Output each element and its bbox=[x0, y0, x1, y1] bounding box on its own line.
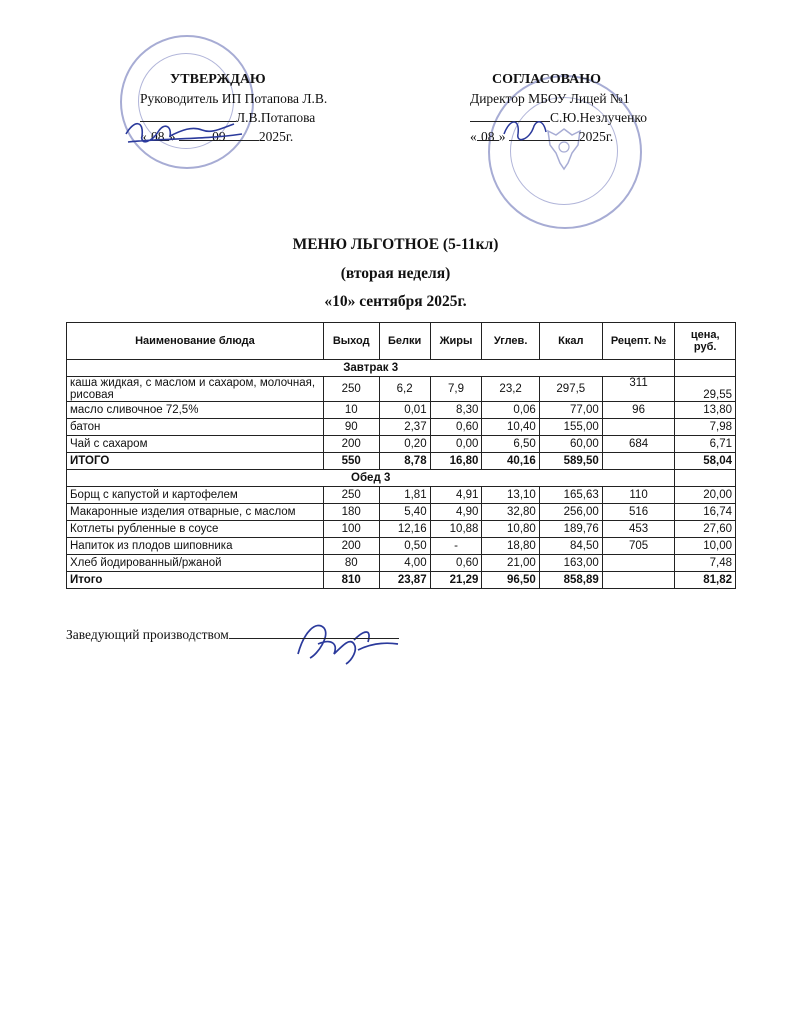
cell-carb: 23,2 bbox=[482, 377, 539, 402]
cell-fat: - bbox=[430, 538, 482, 555]
cell-recipe: 311 bbox=[602, 377, 675, 402]
approve-signer: Л.В.Потапова bbox=[236, 110, 316, 125]
cell-recipe bbox=[602, 453, 675, 470]
cell-fat: 8,30 bbox=[430, 402, 482, 419]
cell-protein: 5,40 bbox=[379, 504, 430, 521]
cell-protein: 6,2 bbox=[379, 377, 430, 402]
date-quote-close: » bbox=[168, 129, 176, 144]
cell-name: Макаронные изделия отварные, с маслом bbox=[67, 504, 324, 521]
col-header-kcal: Ккал bbox=[539, 323, 602, 360]
cell-output: 180 bbox=[323, 504, 379, 521]
cell-name: Борщ с капустой и картофелем bbox=[67, 487, 324, 504]
footer-signature-line bbox=[66, 625, 399, 643]
cell-kcal: 165,63 bbox=[539, 487, 602, 504]
cell-price: 58,04 bbox=[675, 453, 736, 470]
cell-name: батон bbox=[67, 419, 324, 436]
cell-output: 10 bbox=[323, 402, 379, 419]
cell-kcal: 155,00 bbox=[539, 419, 602, 436]
cell-protein: 8,78 bbox=[379, 453, 430, 470]
section-row-lunch bbox=[67, 470, 736, 487]
cell-price: 6,71 bbox=[675, 436, 736, 453]
cell-carb: 10,40 bbox=[482, 419, 539, 436]
cell-kcal: 189,76 bbox=[539, 521, 602, 538]
menu-table bbox=[66, 322, 736, 589]
agreed-title: СОГЛАСОВАНО bbox=[492, 72, 601, 87]
cell-carb: 96,50 bbox=[482, 572, 539, 589]
table-row bbox=[67, 538, 736, 555]
cell-fat: 4,90 bbox=[430, 504, 482, 521]
cell-output: 80 bbox=[323, 555, 379, 572]
section-title: Завтрак 3 bbox=[67, 360, 675, 377]
table-row bbox=[67, 419, 736, 436]
cell-fat: 16,80 bbox=[430, 453, 482, 470]
cell-price: 7,98 bbox=[675, 419, 736, 436]
cell-price: 16,74 bbox=[675, 504, 736, 521]
cell-kcal: 60,00 bbox=[539, 436, 602, 453]
table-row bbox=[67, 402, 736, 419]
cell-output: 90 bbox=[323, 419, 379, 436]
cell-recipe bbox=[602, 419, 675, 436]
date-quote-open: « bbox=[470, 129, 477, 144]
cell-name: ИТОГО bbox=[67, 453, 324, 470]
cell-name: каша жидкая, с маслом и сахаром, молочная, рисовая bbox=[67, 377, 324, 402]
date-quote-close: » bbox=[498, 129, 506, 144]
cell-output: 550 bbox=[323, 453, 379, 470]
cell-fat: 10,88 bbox=[430, 521, 482, 538]
cell-protein: 0,20 bbox=[379, 436, 430, 453]
date-day: 08 bbox=[147, 127, 169, 141]
cell-price: 10,00 bbox=[675, 538, 736, 555]
cell-price: 27,60 bbox=[675, 521, 736, 538]
menu-week: (вторая неделя) bbox=[340, 265, 451, 282]
col-header-name: Наименование блюда bbox=[67, 323, 324, 360]
signature-line bbox=[229, 625, 399, 639]
handwritten-signature-right bbox=[500, 112, 550, 147]
cell-protein: 1,81 bbox=[379, 487, 430, 504]
cell-fat: 0,00 bbox=[430, 436, 482, 453]
cell-recipe: 705 bbox=[602, 538, 675, 555]
cell-recipe bbox=[602, 572, 675, 589]
cell-protein: 2,37 bbox=[379, 419, 430, 436]
cell-fat: 0,60 bbox=[430, 419, 482, 436]
table-row bbox=[67, 377, 736, 402]
cell-recipe: 96 bbox=[602, 402, 675, 419]
cell-carb: 0,06 bbox=[482, 402, 539, 419]
date-quote-open: « bbox=[140, 129, 147, 144]
col-header-carb: Углев. bbox=[482, 323, 539, 360]
section-row-breakfast bbox=[67, 360, 736, 377]
cell-name: масло сливочное 72,5% bbox=[67, 402, 324, 419]
date-month: 09 bbox=[179, 127, 259, 141]
cell-kcal: 858,89 bbox=[539, 572, 602, 589]
cell-fat: 7,9 bbox=[430, 377, 482, 402]
total-row-breakfast bbox=[67, 453, 736, 470]
table-row bbox=[67, 504, 736, 521]
cell-protein: 0,01 bbox=[379, 402, 430, 419]
cell-recipe: 684 bbox=[602, 436, 675, 453]
col-header-recipe: Рецепт. № bbox=[602, 323, 675, 360]
table-row bbox=[67, 436, 736, 453]
cell-kcal: 256,00 bbox=[539, 504, 602, 521]
cell-price: 13,80 bbox=[675, 402, 736, 419]
cell-name: Чай с сахаром bbox=[67, 436, 324, 453]
cell-recipe: 110 bbox=[602, 487, 675, 504]
cell-output: 200 bbox=[323, 538, 379, 555]
col-header-fat: Жиры bbox=[430, 323, 482, 360]
table-row bbox=[67, 555, 736, 572]
footer-label: Заведующий производством bbox=[66, 627, 229, 642]
cell-protein: 23,87 bbox=[379, 572, 430, 589]
cell-output: 250 bbox=[323, 377, 379, 402]
agreed-signer: С.Ю.Незлученко bbox=[550, 110, 647, 125]
cell-price: 7,48 bbox=[675, 555, 736, 572]
approve-title: УТВЕРЖДАЮ bbox=[170, 72, 266, 87]
table-row bbox=[67, 487, 736, 504]
cell-carb: 40,16 bbox=[482, 453, 539, 470]
cell-carb: 10,80 bbox=[482, 521, 539, 538]
cell-fat: 21,29 bbox=[430, 572, 482, 589]
cell-carb: 32,80 bbox=[482, 504, 539, 521]
cell-protein: 0,50 bbox=[379, 538, 430, 555]
section-title: Обед 3 bbox=[67, 470, 675, 487]
col-header-price: цена, руб. bbox=[675, 323, 736, 360]
total-row-lunch bbox=[67, 572, 736, 589]
cell-carb: 13,10 bbox=[482, 487, 539, 504]
cell-price: 20,00 bbox=[675, 487, 736, 504]
cell-carb: 6,50 bbox=[482, 436, 539, 453]
cell-carb: 18,80 bbox=[482, 538, 539, 555]
cell-kcal: 77,00 bbox=[539, 402, 602, 419]
agreed-position: Директор МБОУ Лицей №1 bbox=[470, 91, 630, 106]
cell-price: 29,55 bbox=[675, 377, 736, 402]
col-header-output: Выход bbox=[323, 323, 379, 360]
cell-fat: 4,91 bbox=[430, 487, 482, 504]
cell-protein: 12,16 bbox=[379, 521, 430, 538]
cell-recipe bbox=[602, 555, 675, 572]
cell-carb: 21,00 bbox=[482, 555, 539, 572]
cell-kcal: 297,5 bbox=[539, 377, 602, 402]
cell-fat: 0,60 bbox=[430, 555, 482, 572]
approve-position: Руководитель ИП Потапова Л.В. bbox=[140, 91, 328, 106]
cell-output: 100 bbox=[323, 521, 379, 538]
handwritten-signature-left bbox=[122, 112, 262, 152]
cell-output: 810 bbox=[323, 572, 379, 589]
col-header-protein: Белки bbox=[379, 323, 430, 360]
cell-recipe: 453 bbox=[602, 521, 675, 538]
cell-output: 200 bbox=[323, 436, 379, 453]
cell-name: Котлеты рубленные в соусе bbox=[67, 521, 324, 538]
cell-output: 250 bbox=[323, 487, 379, 504]
menu-title: МЕНЮ ЛЬГОТНОЕ (5-11кл) bbox=[292, 236, 499, 253]
cell-name: Итого bbox=[67, 572, 324, 589]
cell-price: 81,82 bbox=[675, 572, 736, 589]
cell-name: Хлеб йодированный/ржаной bbox=[67, 555, 324, 572]
cell-protein: 4,00 bbox=[379, 555, 430, 572]
table-row bbox=[67, 521, 736, 538]
cell-kcal: 589,50 bbox=[539, 453, 602, 470]
date-day: 08 bbox=[477, 127, 499, 141]
date-year: 2025г. bbox=[578, 129, 614, 144]
cell-kcal: 84,50 bbox=[539, 538, 602, 555]
date-year: 2025г. bbox=[258, 129, 294, 144]
table-header-row bbox=[67, 323, 736, 360]
cell-kcal: 163,00 bbox=[539, 555, 602, 572]
menu-date: «10» сентября 2025г. bbox=[324, 293, 467, 310]
cell-name: Напиток из плодов шиповника bbox=[67, 538, 324, 555]
cell-recipe: 516 bbox=[602, 504, 675, 521]
